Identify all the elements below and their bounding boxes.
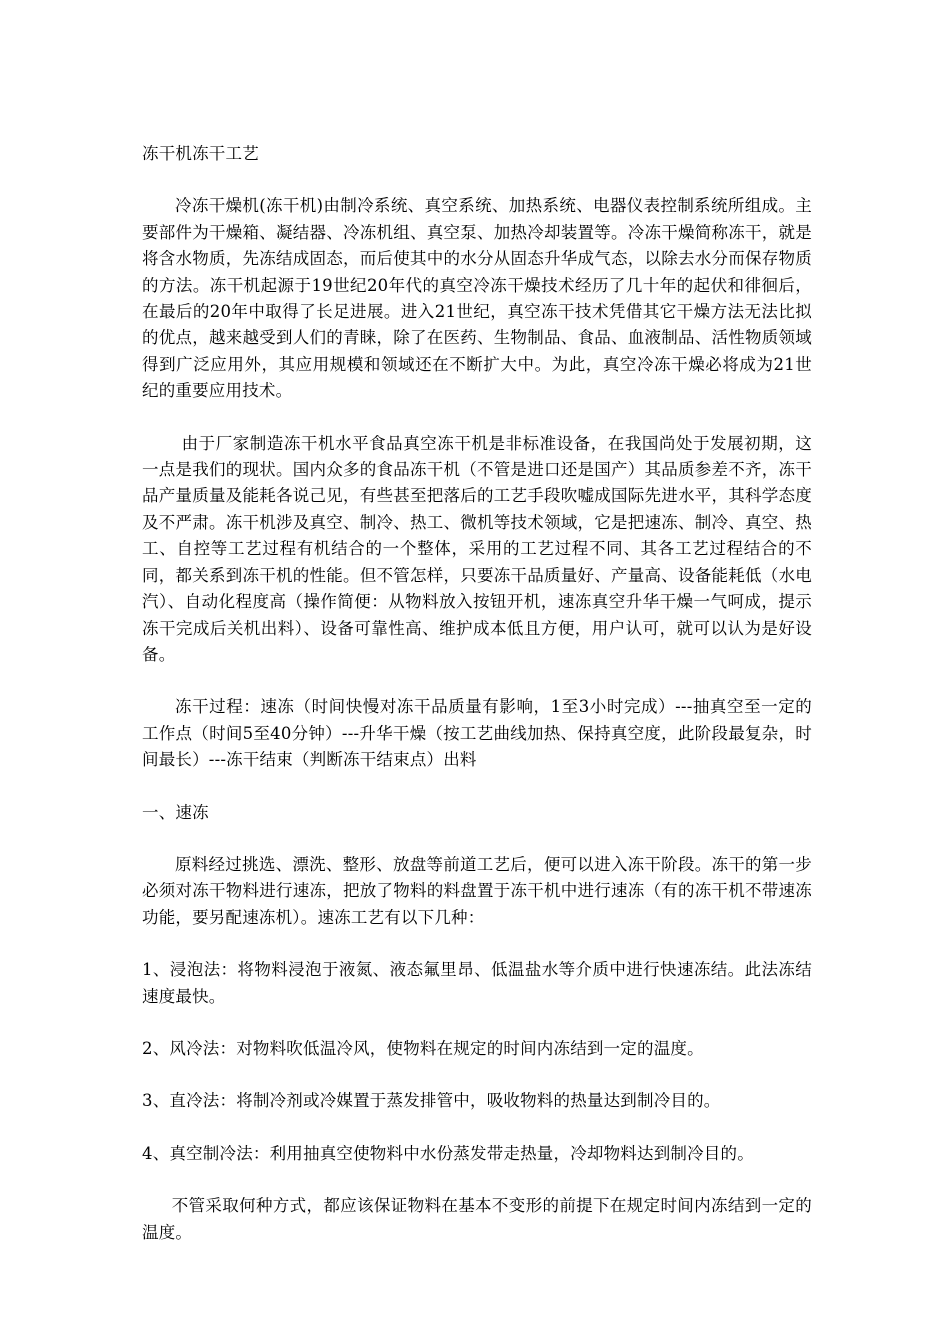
method-item-2: 2、风冷法：对物料吹低温冷风，使物料在规定的时间内冻结到一定的温度。 <box>142 1038 704 1058</box>
conclusion-paragraph: 不管采取何种方式，都应该保证物料在基本不变形的前提下在规定时间内冻结到一定的温度。 <box>142 1196 812 1242</box>
method-item-4: 4、真空制冷法：利用抽真空使物料中水份蒸发带走热量，冷却物料达到制冷目的。 <box>142 1143 754 1163</box>
process-paragraph: 冻干过程：速冻（时间快慢对冻干品质量有影响，1至3小时完成）---抽真空至一定的工作点（时间5至40分钟）---升华干燥（按工艺曲线加热、保持真空度，此阶段最复杂，时间最长）---冻干结束（判断冻干结束点）出料 <box>142 697 812 770</box>
section-heading: 一、速冻 <box>142 802 209 822</box>
freeze-intro-paragraph: 原料经过挑选、漂洗、整形、放盘等前道工艺后，便可以进入冻干阶段。冻干的第一步必须对冻干物料进行速冻，把放了物料的料盘置于冻干机中进行速冻（有的冻干机不带速冻功能，要另配速冻机）。速冻工艺有以下几种： <box>142 854 812 927</box>
status-paragraph: 由于厂家制造冻干机水平食品真空冻干机是非标准设备，在我国尚处于发展初期，这一点是我们的现状。国内众多的食品冻干机（不管是进口还是国产）其品质参差不齐，冻干品产量质量及能耗各说己见，有些甚至把落后的工艺手段吹嘘成国际先进水平，其科学态度及不严肃。冻干机涉及真空、制冷、热工、微机等技术领域，它是把速冻、制冷、真空、热工、自控等工艺过程有机结合的一个整体，采用的工艺过程不同、其各工艺过程结合的不同，都关系到冻干机的性能。但不管怎样，只要冻干品质量好、产量高、设备能耗低（水电汽）、自动化程度高（操作简便：从物料放入按钮开机，速冻真空升华干燥一气呵成，提示冻干完成后关机出料）、设备可靠性高、维护成本低且方便，用户认可，就可以认为是好设备。 <box>142 433 812 664</box>
method-item-1: 1、浸泡法：将物料浸泡于液氮、液态氟里昂、低温盐水等介质中进行快速冻结。此法冻结速度最快。 <box>142 960 812 1006</box>
method-item-3: 3、直冷法：将制冷剂或冷媒置于蒸发排管中，吸收物料的热量达到制冷目的。 <box>142 1091 721 1111</box>
intro-paragraph: 冷冻干燥机(冻干机)由制冷系统、真空系统、加热系统、电器仪表控制系统所组成。主要部件为干燥箱、凝结器、冷冻机组、真空泵、加热冷却装置等。冷冻干燥简称冻干，就是将含水物质，先冻结成固态，而后使其中的水分从固态升华成气态，以除去水分而保存物质的方法。冻干机起源于19世纪20年代的真空冷冻干燥技术经历了几十年的起伏和徘徊后，在最后的20年中取得了长足进展。进入21世纪，真空冻干技术凭借其它干燥方法无法比拟的优点，越来越受到人们的青睐，除了在医药、生物制品、食品、血液制品、活性物质领域得到广泛应用外，其应用规模和领域还在不断扩大中。为此，真空冷冻干燥必将成为21世纪的重要应用技术。 <box>142 196 812 401</box>
document-body <box>142 141 812 1272</box>
document-title: 冻干机冻干工艺 <box>142 144 259 163</box>
